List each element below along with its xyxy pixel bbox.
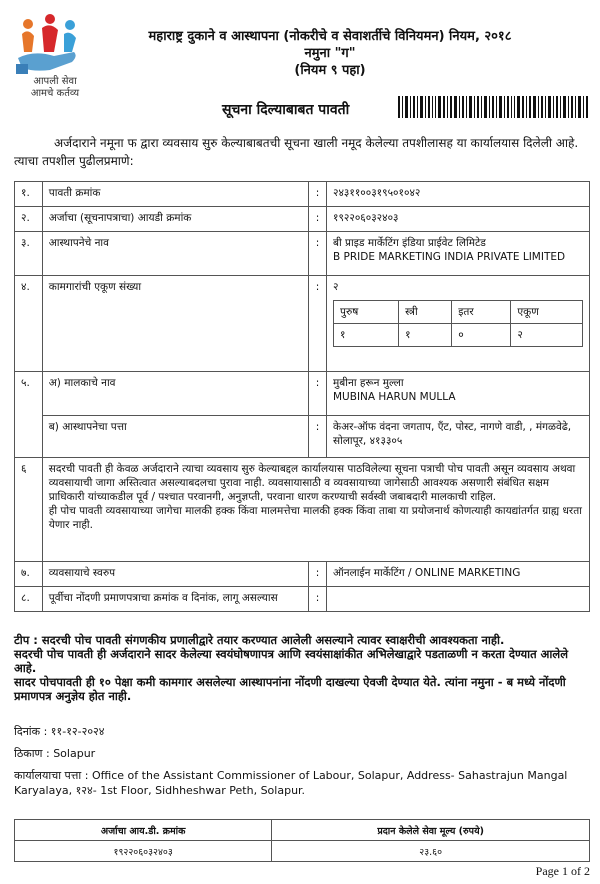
form-name: नमुना "ग" [304, 46, 356, 61]
receipt-title: सूचना दिल्याबाबत पावती [222, 102, 350, 118]
fee-amount: २३.६० [272, 841, 590, 862]
document-header [80, 28, 580, 79]
separator: : [309, 372, 327, 416]
row-number: ५. [15, 372, 43, 458]
place-label: ठिकाण : [14, 747, 50, 760]
header-other: इतर [452, 301, 511, 324]
place-value: Solapur [53, 747, 96, 760]
fee-table [14, 819, 590, 862]
row-number: १. [15, 182, 43, 207]
table-row [334, 324, 583, 347]
note-line-1: टीप : सदरची पोच पावती संगणकीय प्रणालीद्वारे तयार करण्यात आलेली असल्याने त्यावर स्वाक्षरीची आवश्यकता नाही. [14, 633, 505, 647]
details-table [14, 181, 590, 612]
row-number: ८. [15, 587, 43, 612]
worker-breakdown-table [333, 300, 583, 347]
row-label: ब) आस्थापनेचा पत्ता [42, 416, 308, 458]
disclaimer-text-2: ही पोच पावती व्यवसायाच्या जागेचा मालकी हक्क किंवा मालमत्तेचा मालकी हक्क किंवा ताबा या प्रयोजनार्थ कोणत्याही कायद्यांतर्गत ग्राह्य धरता येणार नाही. [48, 505, 582, 531]
table-row [15, 458, 590, 562]
header-total: एकूण [511, 301, 583, 324]
establishment-name [327, 232, 590, 276]
header-female: स्त्री [399, 301, 452, 324]
worker-count [327, 276, 590, 372]
previous-registration [327, 587, 590, 612]
logo-caption-line2: आमचे कर्तव्य [30, 88, 80, 99]
barcode-icon [398, 96, 588, 118]
table-row [15, 820, 590, 841]
separator: : [309, 182, 327, 207]
fee-app-id: १९२२०६०३२४०३ [15, 841, 272, 862]
table-row [15, 372, 590, 416]
row-label: अ) मालकाचे नाव [42, 372, 308, 416]
separator: : [309, 416, 327, 458]
office-value: Office of the Assistant Commissioner of Labour, Solapur, Address- Sahastrajun Mangal Karyalaya, १२४- 1st Floor, Sidhheshwar Peth, Solapur. [14, 769, 568, 797]
value-male: १ [334, 324, 399, 347]
establishment-name-en: B PRIDE MARKETING INDIA PRIVATE LIMITED [333, 251, 566, 263]
separator: : [309, 276, 327, 372]
receipt-number: २४३११००३१९५०१०४२ [327, 182, 590, 207]
disclaimer-text-1: सदरची पावती ही केवळ अर्जदाराने त्याचा व्यवसाय सुरु केल्याबद्दल कार्यालयास पाठविलेल्या सूचना पत्राची पोच पावती असून व्यवसाय अथवा व्यवसायाची जागा अस्तित्वात असल्याबदलचा पुरावा नाही. व्यवसायासाठी व व्यवसायाच्या जागेसाठी आवश्यक असणारी संबंधित सक्षम प्राधिकारी यांच्याकडील पूर्व / पश्चात परवानगी, अनुज्ञप्ती, परवाना धारण करण्याची सर्वस्वी जबाबदारी मालकाची राहिल. [48, 463, 576, 503]
owner-name-en: MUBINA HARUN MULLA [333, 391, 456, 403]
fee-header-app-id: अर्जाचा आय.डी. क्रमांक [15, 820, 272, 841]
business-nature: ऑनलाईन मार्केटिंग / ONLINE MARKETING [327, 562, 590, 587]
worker-total: २ [333, 281, 339, 293]
date-value: ११-१२-२०२४ [50, 725, 105, 738]
note-line-3: सादर पोचपावती ही १० पेक्षा कमी कामगार असलेल्या आस्थापनांना नोंदणी दाखल्या ऐवजी देण्यात येते. त्यांना नमुना - ब मध्ये नोंदणी प्रमाणपत्र अनुज्ञेय होत नाही. [14, 675, 566, 703]
owner-name-mr: मुबीना हरून मुल्ला [333, 377, 404, 389]
act-title: महाराष्ट्र दुकाने व आस्थापना (नोकरीचे व सेवाशर्तीचे विनियमन) नियम, २०१८ [148, 29, 512, 44]
rule-reference: (नियम ९ पहा) [294, 63, 366, 78]
value-total: २ [511, 324, 583, 347]
separator: : [309, 232, 327, 276]
value-other: ० [452, 324, 511, 347]
row-number: ४. [15, 276, 43, 372]
table-row [15, 841, 590, 862]
fee-header-amount: प्रदान केलेले सेवा मूल्य (रुपये) [272, 820, 590, 841]
row-label: अर्जाचा (सूचनापत्राचा) आयडी क्रमांक [42, 207, 308, 232]
row-label: पूर्वीचा नोंदणी प्रमाणपत्राचा क्रमांक व दिनांक, लागू असल्यास [42, 587, 308, 612]
logo-caption-line1: आपली सेवा [33, 76, 77, 87]
row-label: पावती क्रमांक [42, 182, 308, 207]
table-row [15, 207, 590, 232]
intro-paragraph: अर्जदाराने नमूना फ द्वारा व्यवसाय सुरु केल्याबाबतची सूचना खाली नमूद केलेल्या तपशीलासह या कार्यालयास दिलेली आहे. त्याचा तपशील पुढीलप्रमाणे: [14, 136, 579, 168]
separator: : [309, 587, 327, 612]
owner-name [327, 372, 590, 416]
office-label: कार्यालयाचा पत्ता : [14, 769, 89, 782]
disclaimer-cell [42, 458, 589, 562]
table-row [15, 232, 590, 276]
application-id: १९२२०६०३२४०३ [327, 207, 590, 232]
table-row [15, 416, 590, 458]
page-number: Page 1 of 2 [535, 864, 590, 878]
row-label: व्यवसायाचे स्वरुप [42, 562, 308, 587]
logo-caption [20, 76, 90, 100]
notes-section [14, 633, 594, 703]
table-row [15, 587, 590, 612]
row-number: २. [15, 207, 43, 232]
note-line-2: सदरची पोच पावती ही अर्जदाराने सादर केलेल्या स्वयंघोषणापत्र आणि स्वयंसाक्षांकीत अभिलेखाद्वारे पडताळणी न करता देण्यात आलेले आहे. [14, 647, 569, 675]
place-line [14, 746, 95, 761]
table-row [15, 182, 590, 207]
establishment-address: केअर-ऑफ वंदना जगताप, एँट, पोस्ट, नागणे वाडी, , मंगळवेढे, सोलापूर, ४१३३०५ [327, 416, 590, 458]
row-label: कामगारांची एकूण संख्या [42, 276, 308, 372]
date-line [14, 724, 105, 739]
row-number: ७. [15, 562, 43, 587]
establishment-name-mr: बी प्राइड मार्केटिंग इंडिया प्राईवेट लिमिटेड [333, 237, 486, 249]
table-row [334, 301, 583, 324]
header-male: पुरुष [334, 301, 399, 324]
row-number: ३. [15, 232, 43, 276]
table-row [15, 276, 590, 372]
row-number: ६ [15, 458, 43, 562]
value-female: १ [399, 324, 452, 347]
row-label: आस्थापनेचे नाव [42, 232, 308, 276]
table-row [15, 562, 590, 587]
office-address [14, 768, 590, 798]
separator: : [309, 207, 327, 232]
separator: : [309, 562, 327, 587]
date-label: दिनांक : [14, 725, 48, 738]
